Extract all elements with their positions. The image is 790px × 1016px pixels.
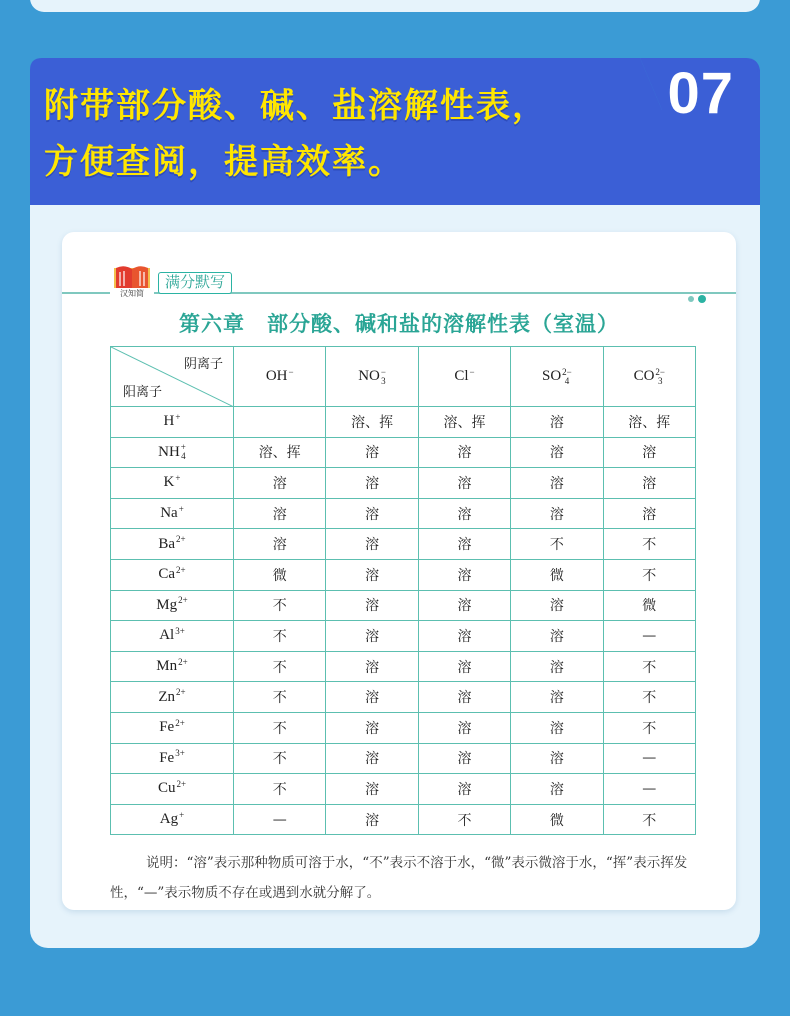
banner-headline-line2: 方便查阅，提高效率。 [44, 142, 404, 182]
anion-formula: CO 2− 3 [633, 366, 665, 386]
solubility-cell: 溶 [326, 559, 418, 590]
table-row [111, 621, 696, 652]
anion-formula: NO − 3 [358, 366, 386, 386]
solubility-cell: 溶 [418, 590, 510, 621]
cation-formula: Al 3+ [159, 625, 185, 644]
table-row [111, 743, 696, 774]
solubility-cell: 溶 [326, 774, 418, 805]
solubility-cell: 溶 [326, 437, 418, 468]
cation-formula: Na + [160, 503, 184, 522]
solubility-cell [234, 407, 326, 438]
solubility-cell: 溶 [418, 621, 510, 652]
solubility-cell: 溶 [511, 774, 603, 805]
anion-header [603, 347, 695, 407]
header-dots [684, 288, 706, 307]
cation-cell [111, 774, 234, 805]
solubility-cell: 不 [234, 682, 326, 713]
solubility-cell: 溶 [326, 498, 418, 529]
solubility-cell: 不 [234, 743, 326, 774]
cation-cell [111, 651, 234, 682]
table-row [111, 407, 696, 438]
solubility-cell: 微 [234, 559, 326, 590]
cation-cell [111, 559, 234, 590]
cation-cell [111, 437, 234, 468]
cation-formula: Ag + [159, 809, 185, 827]
cation-cell [111, 407, 234, 438]
cation-formula: Mn 2+ [156, 656, 188, 674]
solubility-cell: 溶 [511, 498, 603, 529]
solubility-cell: 溶、挥 [418, 407, 510, 438]
cation-cell [111, 529, 234, 560]
banner-headline-line1: 附带部分酸、碱、盐溶解性表， [44, 86, 548, 126]
solubility-cell: 不 [603, 712, 695, 743]
cation-cell [111, 743, 234, 774]
solubility-cell: 溶 [418, 529, 510, 560]
anion-header [326, 347, 418, 407]
solubility-cell: 溶 [326, 651, 418, 682]
cation-formula: Zn 2+ [158, 687, 186, 705]
solubility-cell: 溶 [418, 468, 510, 499]
solubility-cell: 溶 [326, 743, 418, 774]
solubility-cell: — [603, 774, 695, 805]
solubility-cell: 不 [234, 590, 326, 621]
cation-formula: Mg 2+ [156, 595, 188, 613]
cation-cell [111, 590, 234, 621]
solubility-cell: 溶 [511, 743, 603, 774]
solubility-cell: 溶 [418, 498, 510, 529]
solubility-cell: 溶 [511, 407, 603, 438]
solubility-cell: 微 [603, 590, 695, 621]
table-row [111, 804, 696, 835]
solubility-cell: 溶 [326, 682, 418, 713]
solubility-cell: 溶 [418, 712, 510, 743]
cation-formula: K + [163, 472, 181, 491]
solubility-cell: 微 [511, 559, 603, 590]
cation-cell [111, 498, 234, 529]
solubility-cell: 溶 [418, 437, 510, 468]
solubility-cell: 溶 [511, 437, 603, 468]
note-text: 说明：“溶”表示那种物质可溶于水，“不”表示不溶于水，“微”表示微溶于水，“挥”表示挥发性，“—”表示物质不存在或遇到水就分解了。 [110, 855, 688, 901]
anion-header [418, 347, 510, 407]
solubility-cell: 不 [603, 529, 695, 560]
section-tag: 满分默写 [158, 272, 232, 294]
cation-formula: Fe 3+ [159, 748, 185, 766]
previous-section-card [30, 0, 760, 12]
solubility-cell: 溶 [603, 468, 695, 499]
anion-formula: Cl − [454, 366, 475, 384]
solubility-cell: 不 [234, 774, 326, 805]
solubility-cell: 溶 [326, 804, 418, 835]
solubility-cell: — [603, 621, 695, 652]
solubility-cell: 溶 [418, 682, 510, 713]
table-row [111, 559, 696, 590]
solubility-cell: 不 [234, 712, 326, 743]
solubility-cell: — [603, 743, 695, 774]
solubility-cell: 溶 [603, 498, 695, 529]
solubility-cell: 溶 [511, 651, 603, 682]
cation-cell [111, 682, 234, 713]
solubility-cell: 不 [603, 804, 695, 835]
solubility-cell: 溶 [511, 712, 603, 743]
book-page [62, 232, 736, 910]
solubility-cell: — [234, 804, 326, 835]
anion-header [511, 347, 603, 407]
table-row [111, 437, 696, 468]
cation-formula: Fe 2+ [159, 717, 185, 736]
solubility-cell: 溶 [326, 621, 418, 652]
cation-formula: Cu 2+ [157, 778, 187, 797]
cation-cell [111, 712, 234, 743]
cation-formula: Ca 2+ [158, 564, 186, 583]
solubility-cell: 不 [234, 651, 326, 682]
solubility-cell: 溶 [418, 651, 510, 682]
anion-formula: SO 2− 4 [541, 366, 572, 386]
corner-cell [111, 347, 234, 407]
solubility-cell: 溶 [326, 529, 418, 560]
anion-formula: OH − [265, 366, 294, 384]
table-row [111, 651, 696, 682]
solubility-cell: 溶 [234, 498, 326, 529]
solubility-cell: 溶 [418, 743, 510, 774]
cation-formula: H + [163, 411, 181, 430]
solubility-cell: 溶 [326, 712, 418, 743]
solubility-cell: 溶、挥 [234, 437, 326, 468]
solubility-cell: 溶、挥 [603, 407, 695, 438]
solubility-cell: 溶 [418, 774, 510, 805]
anion-header [234, 347, 326, 407]
cation-cell [111, 621, 234, 652]
table-row [111, 529, 696, 560]
solubility-cell: 溶 [326, 590, 418, 621]
header-row [111, 347, 696, 407]
solubility-cell: 不 [603, 559, 695, 590]
table-row [111, 712, 696, 743]
logo-text: 汉知简 [110, 288, 154, 299]
solubility-cell: 溶 [603, 437, 695, 468]
table-note [110, 848, 700, 908]
table-row [111, 682, 696, 713]
cation-formula: NH + 4 [158, 442, 186, 462]
table-row [111, 498, 696, 529]
solubility-cell: 不 [603, 682, 695, 713]
solubility-cell: 溶 [234, 529, 326, 560]
solubility-cell: 溶 [511, 590, 603, 621]
table-row [111, 774, 696, 805]
solubility-cell: 不 [234, 621, 326, 652]
solubility-table [110, 346, 696, 835]
solubility-cell: 不 [603, 651, 695, 682]
solubility-cell: 溶 [326, 468, 418, 499]
solubility-cell: 溶 [234, 468, 326, 499]
solubility-cell: 不 [511, 529, 603, 560]
solubility-cell: 溶 [511, 621, 603, 652]
table-title: 第六章 部分酸、碱和盐的溶解性表（室温） [179, 312, 619, 336]
cation-cell [111, 804, 234, 835]
cation-formula: Ba 2+ [158, 534, 186, 552]
table-row [111, 468, 696, 499]
solubility-cell: 溶、挥 [326, 407, 418, 438]
solubility-cell: 微 [511, 804, 603, 835]
solubility-cell: 不 [418, 804, 510, 835]
section-number: 07 [667, 61, 734, 126]
cation-cell [111, 468, 234, 499]
section-banner [30, 58, 760, 218]
table-row [111, 590, 696, 621]
anion-axis-label: 阴离子 [183, 356, 223, 371]
solubility-cell: 溶 [511, 682, 603, 713]
solubility-cell: 溶 [511, 468, 603, 499]
cation-axis-label: 阳离子 [123, 384, 163, 399]
solubility-cell: 溶 [418, 559, 510, 590]
